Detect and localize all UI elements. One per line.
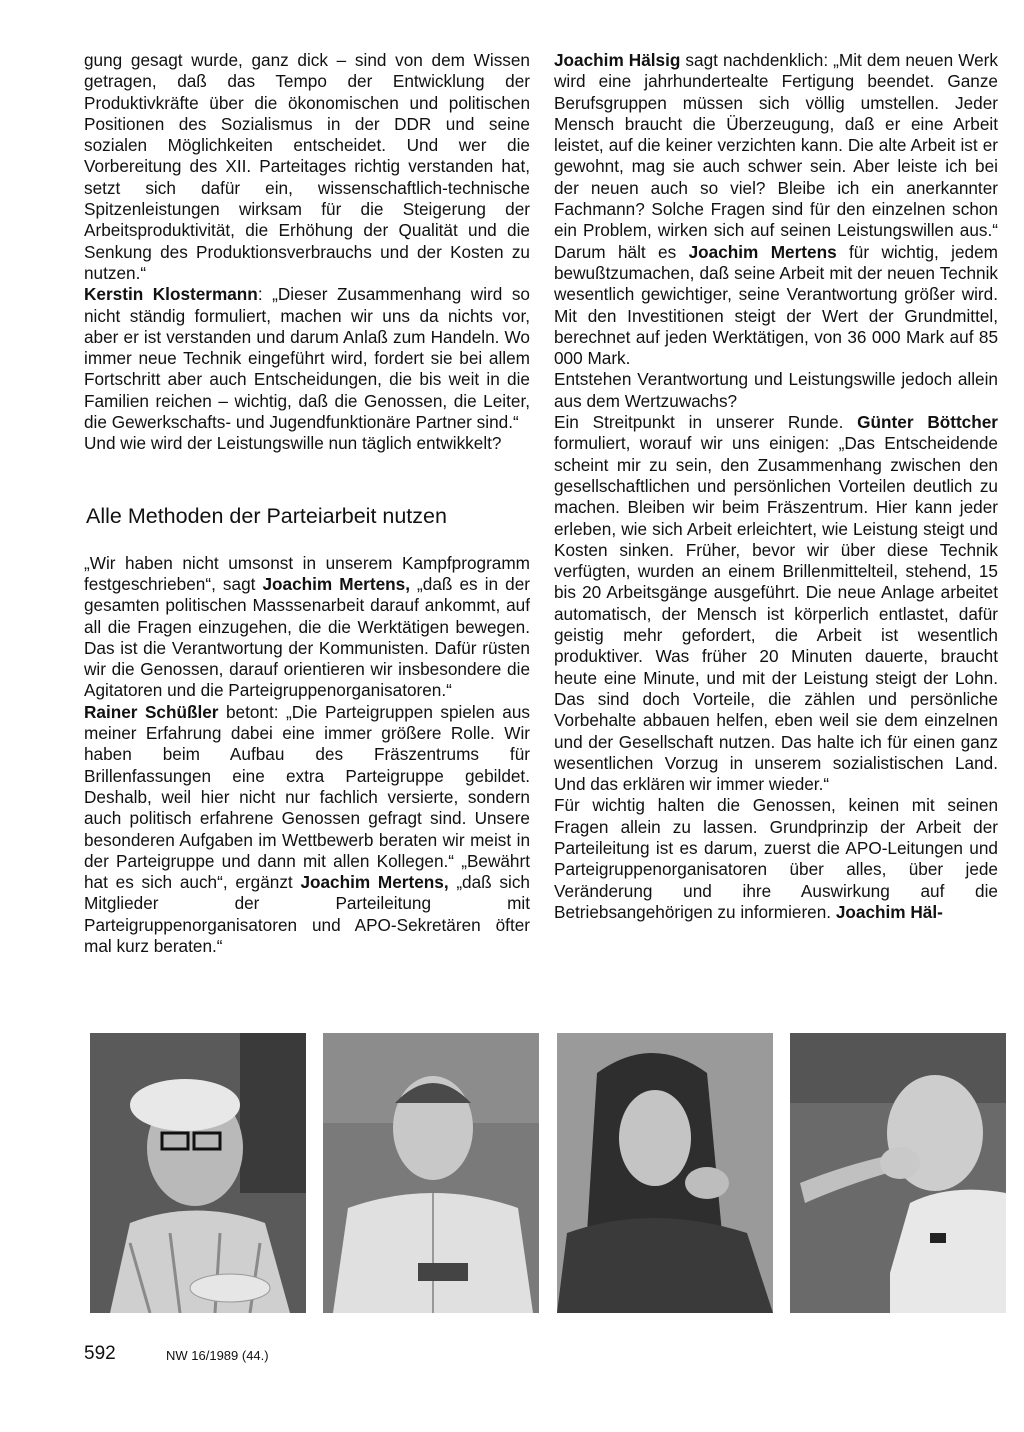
right-column xyxy=(554,50,998,923)
speaker-name: Joachim Mertens, xyxy=(262,573,410,594)
quote-text: Ein Streitpunkt in unserer Runde. xyxy=(554,412,858,433)
photo-man-in-shirt xyxy=(323,1033,539,1313)
photo-bald-man xyxy=(790,1033,1006,1313)
quote-text: „Wir haben nicht umsonst in unserem Kampfprogramm festgeschrieben“, sagt xyxy=(84,552,530,594)
paragraph: gung gesagt wurde, ganz dick – sind von dem Wissen getragen, daß das Tempo der Entwicklung der Produktivkräfte über die ökonomischen und politischen Positionen des Sozialismus in der DDR und seine sozialen Möglichkeiten entscheidet. Und wer die Vorbereitung des XII. Parteitages richtig verstanden hat, setzt sich dafür ein, wissenschaftlich-technische Spitzenleistungen wirksam für die Steigerung der Arbeitsproduktivität, die Erhöhung der Qualität und die Senkung des Produktionsverbrauchs und der Kosten zu nutzen.“ xyxy=(84,50,530,283)
quote-text: Für wichtig halten die Genossen, keinen mit seinen Fragen allein zu lassen. Grundprinzip der Arbeit der Parteileitung ist es darum, zuerst die APO-Leitungen und Parteigruppenorganisatoren über alles, über jede Veränderung und ihre Auswirkung auf die Betriebsangehörigen zu informieren. xyxy=(554,795,998,922)
speaker-name: Joachim Häl- xyxy=(835,901,943,922)
paragraph: Und wie wird der Leistungswille nun täglich entwikkelt? xyxy=(84,433,502,454)
paragraph xyxy=(554,795,998,923)
speaker-name: Joachim Mertens, xyxy=(300,872,449,893)
paragraph xyxy=(84,553,530,702)
photo-young-woman xyxy=(557,1033,773,1313)
left-column xyxy=(84,50,530,957)
quote-text: „daß es in der gesamten politischen Masssenarbeit darauf ankommt, auf all die Fragen einzugehen, die die Werktätigen bewegen. Das ist die Verantwortung der Kommunisten. Dafür rüsten wir die Genossen, darauf orientieren wir insbesondere die Agitatoren und die Parteigruppenorganisatoren.“ xyxy=(84,573,531,701)
speaker-name: Joachim Mertens xyxy=(688,241,837,262)
speaker-name: Kerstin Klostermann xyxy=(84,284,258,305)
paragraph xyxy=(554,50,998,369)
paragraph xyxy=(84,284,530,433)
paragraph: Entstehen Verantwortung und Leistungswille jedoch allein aus dem Wertzuwachs? xyxy=(554,369,998,411)
issue-label: NW 16/1989 (44.) xyxy=(166,1348,269,1363)
quote-text: : „Dieser Zusammenhang wird so nicht ständig formuliert, machen wir uns da nichts vor, aber er ist verstanden und darum Anlaß zum Handeln. Wo immer neue Technik eingeführt wird, fordert sie bei allem Fortschritt aber auch Entscheidungen, die bis weit in die Familien reichen – wichtig, daß die Genossen, die Leiter, die Gewerkschafts- und Jugendfunktionäre Partner sind.“ xyxy=(84,284,530,433)
page-number: 592 xyxy=(84,1343,116,1364)
quote-text: formuliert, worauf wir uns einigen: „Das Entscheidende scheint mir zu sein, den Zusammenhang zwischen den gesellschaftlichen und persönlichen Vorteilen deutlich zu machen. Bleiben wir beim Fräszentrum. Hier kann jeder erleben, wie sich Arbeit erleichtert, wie Leistung steigt und Kosten sinken. Früher, bevor wir über diese Technik verfügten, wurden an einem Brillenmittelteil, stehend, 15 bis 20 Arbeitsgänge ausgeführt. Die neue Anlage arbeitet automatisch, der Mensch ist körperlich entlastet, dafür geistig mehr gefordert, die Arbeit ist wesentlich produktiver. Was früher 20 Minuten dauerte, braucht heute eine Minute, und mit der Leistung steigt der Lohn. Das sind doch Vorteile, die zählen und persönliche Vorbehalte abbauen helfen, eben weil sie dem einzelnen und der Gesellschaft nutzen. Das halte ich für einen ganz wesentlichen Vorzug in unserem sozialistischen Land. Und das erklären wir immer wieder.“ xyxy=(554,433,998,795)
quote-text: sagt nachdenklich: „Mit dem neuen Werk wird eine jahrhundertealte Fertigung beendet. Ganze Berufsgruppen müssen sich völlig umstellen. Jeder Mensch braucht die Überzeugung, daß er eine Arbeit leistet, auf die keiner verzichten kann. Die alte Arbeit ist er gewohnt, mag sie auch schwer sein. Aber leiste ich bei der neuen auch so viel? Bleibe ich ein anerkannter Fachmann? Solche Fragen sind für den einzelnen schon ein Problem, wirken sich auf seinen Leistungswillen aus.“ Darum hält es xyxy=(554,50,998,262)
page-footer xyxy=(84,1343,269,1364)
paragraph xyxy=(84,702,530,958)
photo-man-with-glasses xyxy=(90,1033,306,1313)
quote-text: betont: „Die Parteigruppen spielen aus meiner Erfahrung dabei eine immer größere Rolle. Wir haben beim Aufbau des Fräszentrums für Brillenfassungen eine extra Parteigruppe gebildet. Deshalb, weil hier nicht nur fachlich versierte, sondern auch politisch erfahrene Genossen gefragt sind. Unsere besonderen Aufgaben im Wettbewerb beraten wir meist in der Parteigruppe und dann mit allen Kollegen.“ „Bewährt hat es sich auch“, ergänzt xyxy=(84,701,531,893)
quote-text: „daß sich Mitglieder der Parteileitung mit Parteigruppenorganisatoren und APO-Sekretären öfter mal kurz beraten.“ xyxy=(84,872,530,956)
quote-text: für wichtig, jedem bewußtzumachen, daß seine Arbeit mit der neuen Technik wesentlich gewichtiger, seine Verantwortung größer wird. Mit den Investitionen steigt der Wert der Grundmittel, berechnet auf jeden Werktätigen, von 36 000 Mark auf 85 000 Mark. xyxy=(554,241,998,369)
speaker-name: Rainer Schüßler xyxy=(84,701,219,722)
speaker-name: Joachim Hälsig xyxy=(554,50,681,70)
section-heading: Alle Methoden der Parteiarbeit nutzen xyxy=(86,503,447,528)
speaker-name: Günter Böttcher xyxy=(857,412,998,433)
paragraph xyxy=(554,412,998,795)
